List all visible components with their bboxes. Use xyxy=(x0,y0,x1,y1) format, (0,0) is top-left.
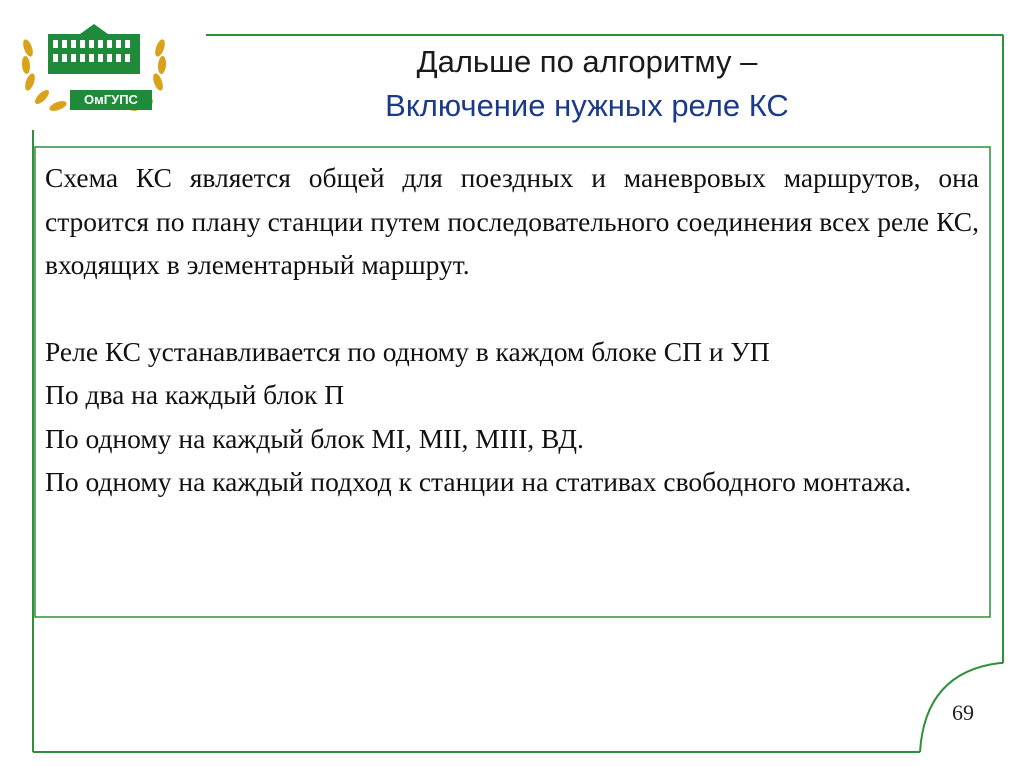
text-line: Реле КС устанавливается по одному в каждом блоке СП и УП xyxy=(45,335,770,367)
page-number: 69 xyxy=(952,700,974,725)
content-box xyxy=(45,156,979,504)
slide-subtitle: Включение нужных реле КС xyxy=(385,88,789,123)
paragraph-approach: По одному на каждый подход к станции на стативах свободного монтажа. xyxy=(45,466,912,497)
text-line: По два на каждый блок П xyxy=(45,379,345,410)
university-logo xyxy=(18,20,170,115)
text-line: По одному на каждый блок МI, МII, МIII, ВД. xyxy=(45,422,584,454)
spacer xyxy=(45,287,979,330)
paragraph-scheme: Схема КС является общей для поездных и маневровых маршрутов, она строится по плану станции путем последовательного соединения всех реле КС, входящих в элементарный маршрут. xyxy=(45,162,979,280)
logo-text: ОмГУПС xyxy=(70,90,152,110)
slide-title: Дальше по алгоритму – xyxy=(416,44,758,79)
